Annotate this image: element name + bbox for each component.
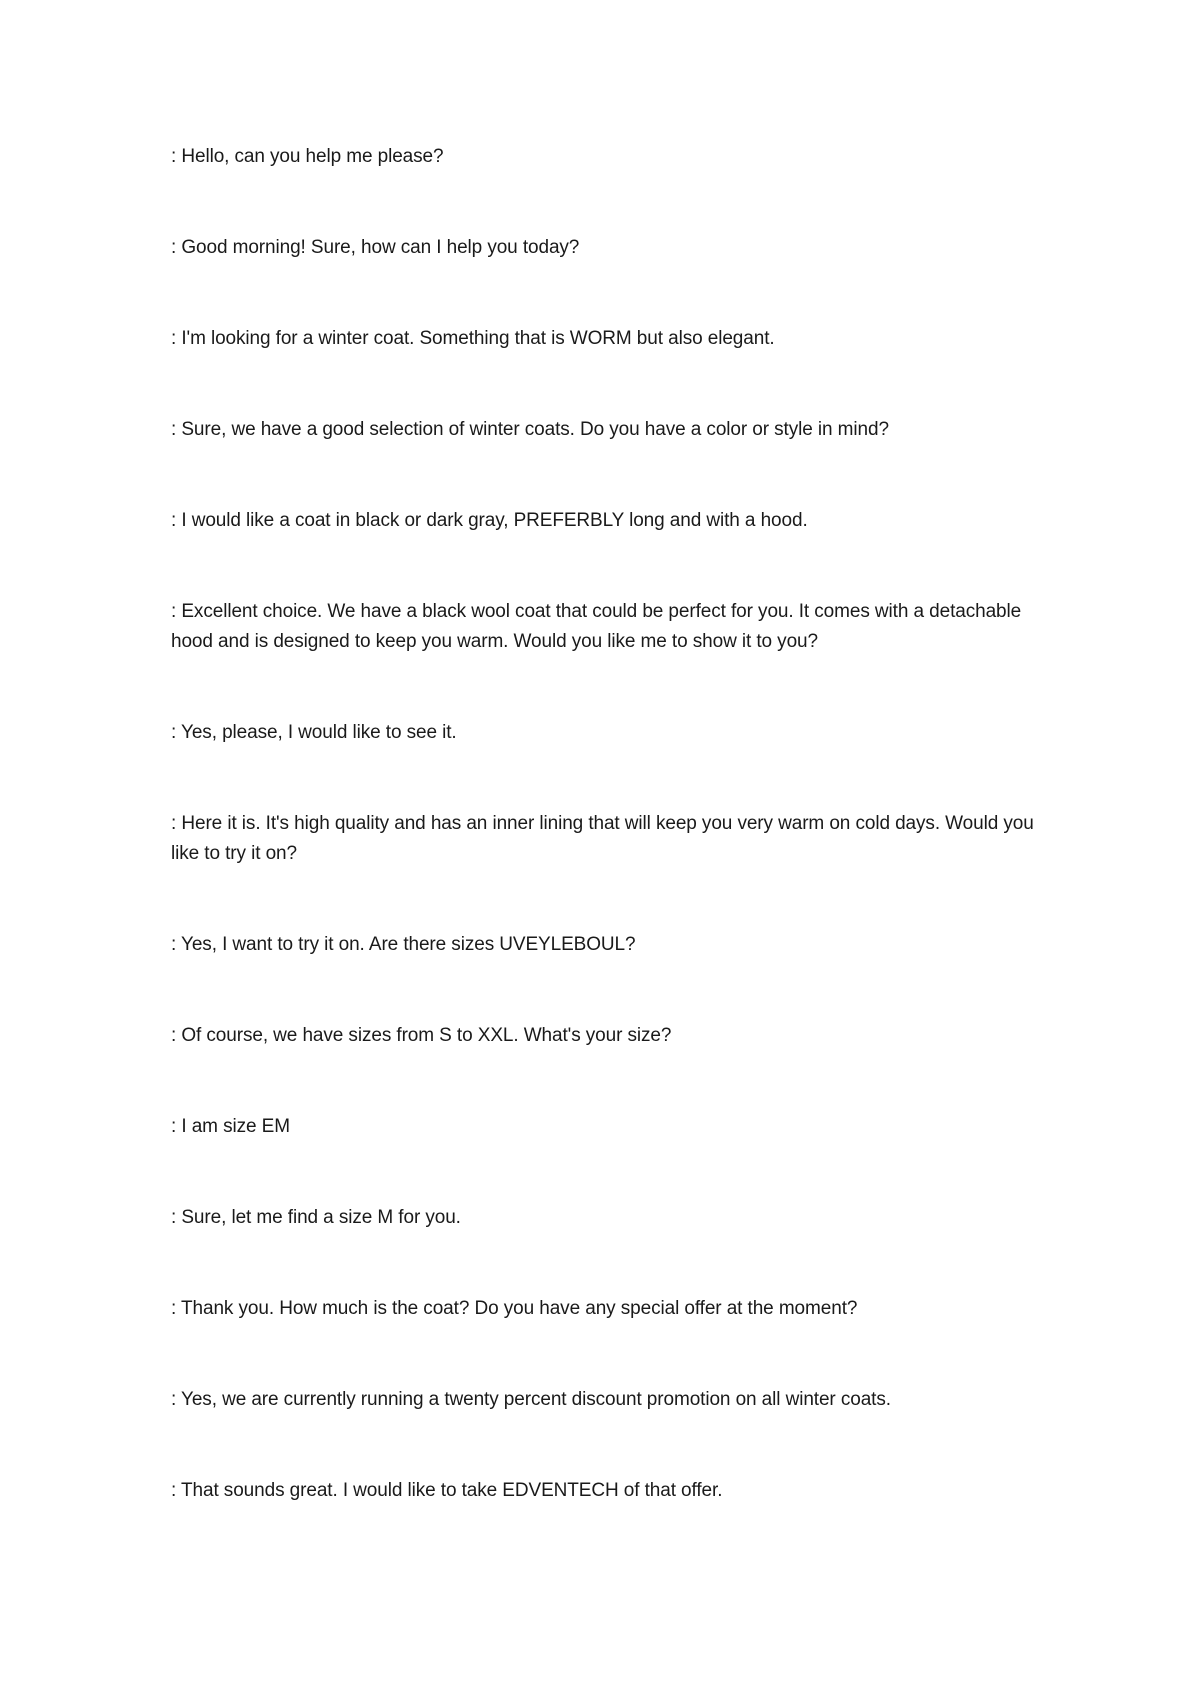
dialogue-line: : Thank you. How much is the coat? Do you have any special offer at the moment?	[171, 1298, 858, 1319]
dialogue-line: : Yes, I want to try it on. Are there sizes UVEYLEBOUL?	[171, 934, 636, 955]
dialogue-line: : Sure, we have a good selection of winter coats. Do you have a color or style in mind?	[171, 419, 889, 440]
dialogue-line: : Sure, let me find a size M for you.	[171, 1207, 461, 1228]
dialogue-line: : Yes, please, I would like to see it.	[171, 722, 457, 743]
dialogue-line: : Of course, we have sizes from S to XXL. What's your size?	[171, 1025, 672, 1046]
dialogue-line: : Excellent choice. We have a black wool coat that could be perfect for you. It comes with a detachable hood and is designed to keep you warm. Would you like me to show it to you?	[171, 601, 1022, 652]
dialogue-line: : Good morning! Sure, how can I help you today?	[171, 237, 580, 258]
dialogue-line: : Yes, we are currently running a twenty percent discount promotion on all winter coats.	[171, 1389, 891, 1410]
dialogue-line: : I'm looking for a winter coat. Something that is WORM but also elegant.	[171, 328, 775, 349]
dialogue-line: : Hello, can you help me please?	[171, 146, 444, 167]
dialogue-line: : That sounds great. I would like to take EDVENTECH of that offer.	[171, 1480, 723, 1501]
dialogue-line: : Here it is. It's high quality and has an inner lining that will keep you very warm on cold days. Would you like to try it on?	[171, 813, 1034, 864]
dialogue-line: : I am size EM	[171, 1116, 290, 1137]
dialogue-line: : I would like a coat in black or dark gray, PREFERBLY long and with a hood.	[171, 510, 808, 531]
dialogue-transcript	[171, 142, 1041, 1567]
